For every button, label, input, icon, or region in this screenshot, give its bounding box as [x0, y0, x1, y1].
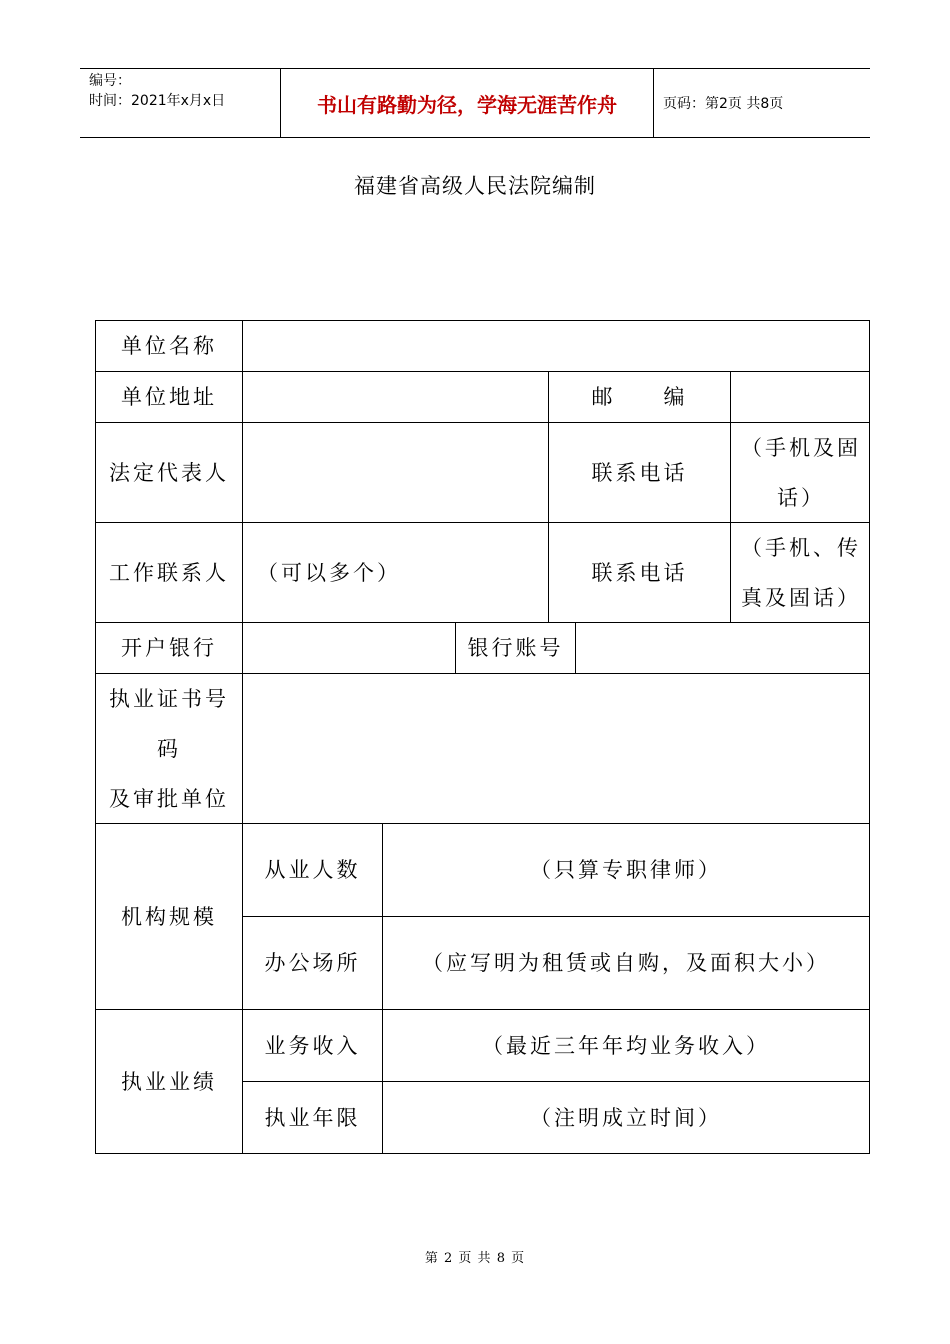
license-label-line1: 执业证书号码	[109, 686, 229, 761]
staff-count-label: 从业人数	[264, 858, 361, 882]
postcode-label: 邮 编	[591, 385, 688, 409]
performance-label: 执业业绩	[121, 1069, 217, 1094]
years-label: 执业年限	[264, 1105, 361, 1130]
income-label: 业务收入	[264, 1033, 361, 1058]
unit-name-label: 单位名称	[121, 334, 217, 358]
registration-form-table	[95, 320, 870, 1154]
legal-rep-field[interactable]	[243, 423, 548, 522]
unit-address-label: 单位地址	[121, 385, 217, 409]
page-footer: 第 2 页 共 8 页	[424, 1251, 526, 1266]
bank-field[interactable]	[243, 623, 455, 673]
phone-hint-2[interactable]: （手机、传真及固话）	[741, 535, 861, 610]
bank-account-label: 银行账号	[467, 636, 564, 660]
time-label: 时间：2021年x月x日	[89, 93, 226, 109]
legal-rep-label: 法定代表人	[109, 460, 229, 485]
work-contact-hint[interactable]: （可以多个）	[257, 560, 401, 585]
page-header	[80, 68, 870, 138]
office-label: 办公场所	[264, 951, 361, 975]
bank-label: 开户银行	[121, 636, 217, 660]
years-hint[interactable]: （注明成立时间）	[530, 1105, 722, 1130]
income-hint[interactable]: （最近三年年均业务收入）	[482, 1033, 770, 1058]
header-motto: 书山有路勤为径，学海无涯苦作舟	[281, 69, 654, 137]
header-meta	[80, 69, 281, 137]
header-page-label: 页码：第2页 共8页	[663, 96, 784, 112]
staff-count-hint[interactable]: （只算专职律师）	[530, 858, 722, 882]
phone-hint-1[interactable]: （手机及固话）	[741, 435, 861, 510]
postcode-field[interactable]	[731, 372, 869, 422]
org-scale-label: 机构规模	[121, 904, 217, 929]
contact-phone-label-1: 联系电话	[591, 460, 688, 485]
license-label-line2: 及审批单位	[109, 786, 229, 811]
contact-phone-label-2: 联系电话	[591, 560, 688, 585]
unit-address-field[interactable]	[243, 372, 548, 422]
unit-name-field[interactable]	[243, 321, 869, 371]
document-title: 福建省高级人民法院编制	[354, 174, 596, 198]
work-contact-label: 工作联系人	[109, 560, 229, 585]
office-hint[interactable]: （应写明为租赁或自购，及面积大小）	[422, 951, 830, 975]
bank-account-field[interactable]	[576, 623, 869, 673]
license-field[interactable]	[243, 674, 869, 823]
license-label	[104, 674, 234, 823]
number-label: 编号：	[89, 73, 131, 89]
